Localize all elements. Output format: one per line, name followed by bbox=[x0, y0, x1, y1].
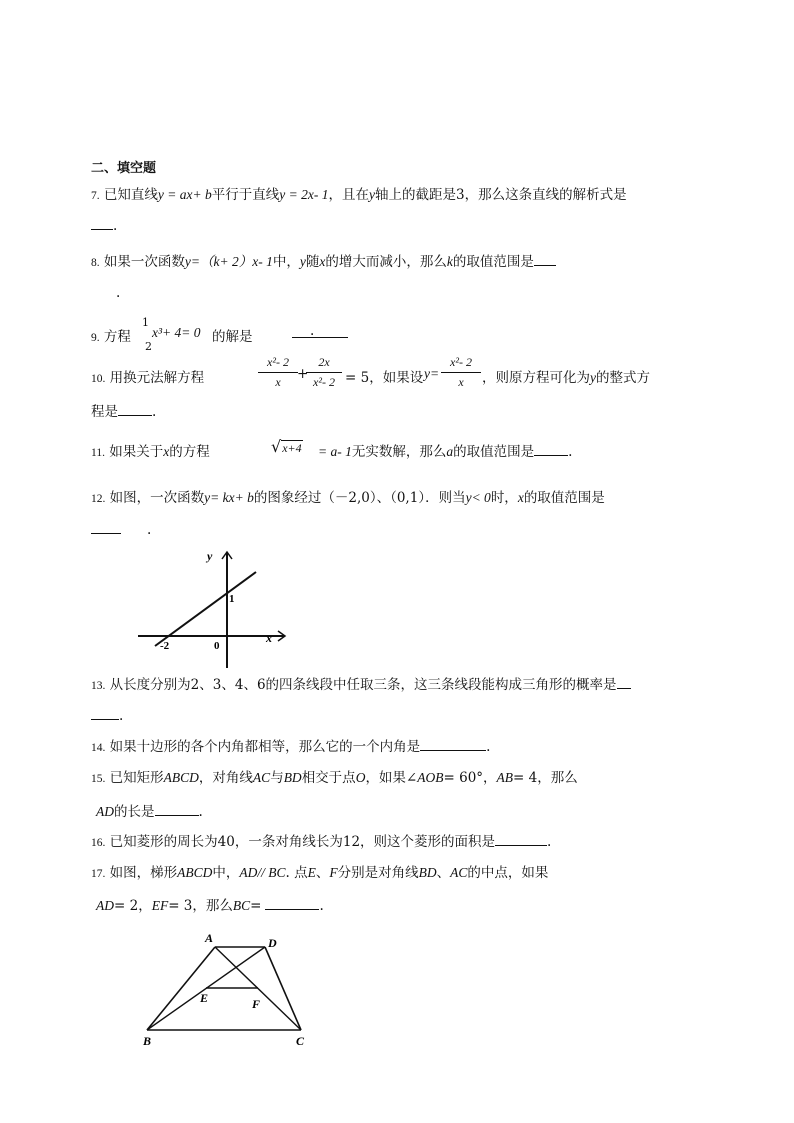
q17-line-2 bbox=[96, 894, 324, 914]
q9-end: . bbox=[310, 323, 315, 339]
q10-end: . bbox=[152, 404, 157, 420]
graph-neg2-label: -2 bbox=[160, 640, 170, 652]
q9-frac-num: 1 bbox=[142, 316, 149, 329]
q8-text-a: 如果一次函数 bbox=[103, 254, 185, 270]
q12-x: x bbox=[517, 490, 524, 505]
q17-ad: AD bbox=[96, 898, 114, 913]
q15-text-b: ，对角线 bbox=[198, 770, 253, 786]
function-line bbox=[155, 572, 256, 646]
question-15 bbox=[91, 766, 578, 786]
q15-line-2 bbox=[96, 800, 203, 820]
q11-radicand: x+4 bbox=[282, 441, 302, 455]
q10-f3-num: x²- 2 bbox=[450, 355, 472, 369]
q14-number: 14. bbox=[91, 742, 106, 754]
q17-text-a: 如图，梯形 bbox=[109, 865, 178, 881]
q12-cond: y< 0 bbox=[465, 490, 491, 505]
q17-bc: BC bbox=[232, 898, 251, 913]
q15-o: O bbox=[355, 770, 366, 785]
q11-text-d: 的取值范围是 bbox=[453, 444, 535, 460]
label-d: D bbox=[268, 936, 277, 950]
q12-end: . bbox=[147, 522, 152, 538]
q13-answer-line bbox=[91, 707, 123, 724]
q15-bd: BD bbox=[283, 770, 302, 785]
q15-text-g: = 4，那么 bbox=[513, 770, 578, 786]
q15-ab: AB bbox=[496, 770, 514, 785]
q10-text-b-line bbox=[482, 366, 650, 386]
q7-eq2: y = 2x- 1 bbox=[279, 187, 329, 202]
q8-text-b: 中， bbox=[272, 254, 300, 270]
q13-number: 13. bbox=[91, 680, 106, 692]
q7-number: 7. bbox=[91, 190, 100, 202]
q9-text-b: 的解是 bbox=[212, 329, 253, 345]
sqrt-icon: √ bbox=[271, 437, 282, 456]
q13-blank-b[interactable] bbox=[91, 707, 119, 720]
q12-number: 12. bbox=[91, 493, 106, 505]
q9-blank[interactable] bbox=[292, 325, 348, 338]
label-a: A bbox=[205, 931, 214, 945]
q17-number: 17. bbox=[91, 868, 106, 880]
q7-text-b: 平行于直线 bbox=[211, 187, 280, 203]
q15-abcd: ABCD bbox=[163, 770, 199, 785]
q17-figure bbox=[135, 925, 325, 1055]
q17-text-f: 、 bbox=[436, 865, 451, 881]
q10-frac-1 bbox=[258, 355, 298, 390]
q12-blank[interactable] bbox=[91, 521, 121, 534]
q7-text-c: ，且在 bbox=[328, 187, 369, 203]
question-13 bbox=[91, 673, 631, 693]
q11-end: . bbox=[568, 444, 573, 460]
q11-a: a bbox=[446, 444, 454, 459]
q15-aob: AOB bbox=[417, 770, 444, 785]
graph-one-label: 1 bbox=[229, 593, 235, 605]
question-14 bbox=[91, 735, 490, 755]
q17-text-b: 中， bbox=[212, 865, 240, 881]
q11-text-c: 无实数解，那么 bbox=[351, 444, 447, 460]
q10-frac-2 bbox=[306, 355, 342, 390]
label-e: E bbox=[200, 991, 209, 1005]
q12-graph bbox=[135, 545, 295, 670]
q17-e: E bbox=[307, 865, 316, 880]
q10-blank[interactable] bbox=[118, 403, 152, 416]
q15-ad: AD bbox=[96, 804, 114, 819]
q10-f1-bar bbox=[258, 372, 298, 373]
graph-x-label: x bbox=[266, 631, 272, 645]
q12-eq: y= kx+ b bbox=[204, 490, 254, 505]
q15-ac: AC bbox=[252, 770, 271, 785]
q15-end: . bbox=[198, 804, 203, 820]
q8-y: y bbox=[299, 254, 306, 269]
q12-answer-line bbox=[91, 521, 151, 538]
q15-text-d: 相交于点 bbox=[301, 770, 356, 786]
q10-f2-bar bbox=[306, 372, 342, 373]
q7-text-a: 已知直线 bbox=[103, 187, 158, 203]
q11-text-a: 如果关于 bbox=[109, 444, 164, 460]
q10-text-d: 程是 bbox=[91, 404, 118, 420]
q10-f1-den: x bbox=[275, 375, 281, 389]
question-7 bbox=[91, 183, 627, 203]
q14-end: . bbox=[486, 739, 491, 755]
q15-text-h: 的长是 bbox=[114, 804, 155, 820]
q10-y: y bbox=[590, 370, 596, 385]
q10-text-c: 的整式方 bbox=[596, 370, 650, 386]
q17-text-h: = 2， bbox=[114, 898, 152, 914]
q17-text-j: = bbox=[250, 898, 262, 914]
q17-f: F bbox=[329, 865, 338, 880]
q16-number: 16. bbox=[91, 837, 106, 849]
q12-text-a: 如图，一次函数 bbox=[109, 490, 205, 506]
q13-blank-a[interactable] bbox=[617, 676, 631, 689]
q10-sub: y= bbox=[424, 366, 440, 381]
q17-text-c: . 点 bbox=[285, 865, 308, 881]
q9-frac-den: 2 bbox=[145, 340, 152, 353]
q8-text-d: 的增大而减小，那么 bbox=[325, 254, 447, 270]
q8-k: k bbox=[446, 254, 453, 269]
question-11 bbox=[91, 440, 210, 460]
q10-frac-3 bbox=[441, 355, 481, 390]
question-16 bbox=[91, 830, 551, 850]
q17-parallel: AD// BC bbox=[239, 865, 286, 880]
q17-end: . bbox=[319, 898, 324, 914]
question-8 bbox=[91, 250, 556, 270]
q12-text-d: 的取值范围是 bbox=[523, 490, 605, 506]
q8-text-e: 的取值范围是 bbox=[452, 254, 534, 270]
q17-blank[interactable] bbox=[265, 897, 319, 910]
q11-blank[interactable] bbox=[534, 443, 568, 456]
q7-eq1: y = ax+ b bbox=[157, 187, 212, 202]
q9-number: 9. bbox=[91, 332, 100, 344]
q17-ac: AC bbox=[450, 865, 468, 880]
q10-number: 10. bbox=[91, 373, 106, 385]
label-b: B bbox=[143, 1034, 152, 1048]
q15-number: 15. bbox=[91, 773, 106, 785]
q7-axis: y bbox=[368, 187, 375, 202]
q8-end: . bbox=[116, 285, 121, 301]
q14-text: 如果十边形的各个内角都相等，那么它的一个内角是 bbox=[109, 739, 421, 755]
q8-eq: y=（k+ 2）x- 1 bbox=[184, 254, 273, 269]
q17-text-g: 的中点，如果 bbox=[467, 865, 549, 881]
q11-number: 11. bbox=[91, 447, 105, 459]
label-f: F bbox=[252, 997, 261, 1011]
q10-f3-den: x bbox=[458, 375, 464, 389]
label-c: C bbox=[296, 1034, 305, 1048]
q16-text: 已知菱形的周长为40，一条对角线长为12，则这个菱形的面积是 bbox=[109, 834, 496, 850]
q17-abcd: ABCD bbox=[177, 865, 213, 880]
q7-text-d: 轴上的截距是3，那么这条直线的解析式是 bbox=[374, 187, 627, 203]
q10-line-2 bbox=[91, 400, 156, 420]
q11-rhs: = a- 1 bbox=[318, 444, 352, 459]
q15-text-e: ，如果∠ bbox=[365, 770, 418, 786]
q16-blank[interactable] bbox=[495, 833, 547, 846]
q11-radical bbox=[271, 437, 303, 456]
q10-f2-num: 2x bbox=[318, 355, 330, 369]
q17-text-e: 分别是对角线 bbox=[337, 865, 419, 881]
q9-eq: x³+ 4= 0 bbox=[152, 325, 201, 340]
q9-answer bbox=[292, 325, 348, 342]
q10-plus: + bbox=[297, 366, 309, 382]
question-9 bbox=[91, 325, 131, 345]
q11-rest bbox=[318, 440, 572, 460]
q10-f3-bar bbox=[441, 372, 481, 373]
q17-bd: BD bbox=[418, 865, 437, 880]
q7-end: . bbox=[113, 218, 118, 234]
q16-end: . bbox=[547, 834, 552, 850]
question-17 bbox=[91, 861, 548, 881]
q12-text-b: 的图象经过（－2,0）、（0,1）．则当 bbox=[253, 490, 466, 506]
q10-eq-rhs: = 5，如果设 bbox=[345, 370, 424, 386]
q10-text-b: ，则原方程可化为 bbox=[482, 370, 590, 386]
q9-text-a: 方程 bbox=[103, 329, 131, 345]
q17-text-i: = 3，那么 bbox=[168, 898, 233, 914]
graph-origin-label: 0 bbox=[214, 640, 220, 652]
q8-text-c: 随 bbox=[305, 254, 320, 270]
q8-blank[interactable] bbox=[534, 253, 556, 266]
question-12 bbox=[91, 486, 605, 506]
q12-text-c: 时， bbox=[490, 490, 518, 506]
question-10 bbox=[91, 366, 204, 386]
q7-blank[interactable] bbox=[91, 217, 113, 230]
q15-text-a: 已知矩形 bbox=[109, 770, 164, 786]
q7-answer-line bbox=[91, 217, 117, 234]
q17-ef: EF bbox=[151, 898, 169, 913]
q13-text: 从长度分别为2、3、4、6的四条线段中任取三条，这三条线段能构成三角形的概率是 bbox=[109, 677, 617, 693]
q15-text-c: 与 bbox=[270, 770, 284, 786]
q13-end: . bbox=[119, 708, 124, 724]
q8-x: x bbox=[319, 254, 326, 269]
q11-text-b: 的方程 bbox=[169, 444, 210, 460]
section-title: 二、填空题 bbox=[91, 161, 157, 176]
q17-text-d: 、 bbox=[315, 865, 330, 881]
q14-blank[interactable] bbox=[420, 738, 486, 751]
q10-text-a: 用换元法解方程 bbox=[109, 370, 205, 386]
q10-f1-num: x²- 2 bbox=[267, 355, 289, 369]
graph-y-label: y bbox=[207, 549, 213, 563]
q11-x: x bbox=[163, 444, 170, 459]
q8-number: 8. bbox=[91, 257, 100, 269]
side-dc bbox=[265, 947, 301, 1030]
q15-text-f: = 60°， bbox=[443, 770, 497, 786]
q10-f2-den: x²- 2 bbox=[313, 375, 335, 389]
q15-blank[interactable] bbox=[155, 803, 199, 816]
